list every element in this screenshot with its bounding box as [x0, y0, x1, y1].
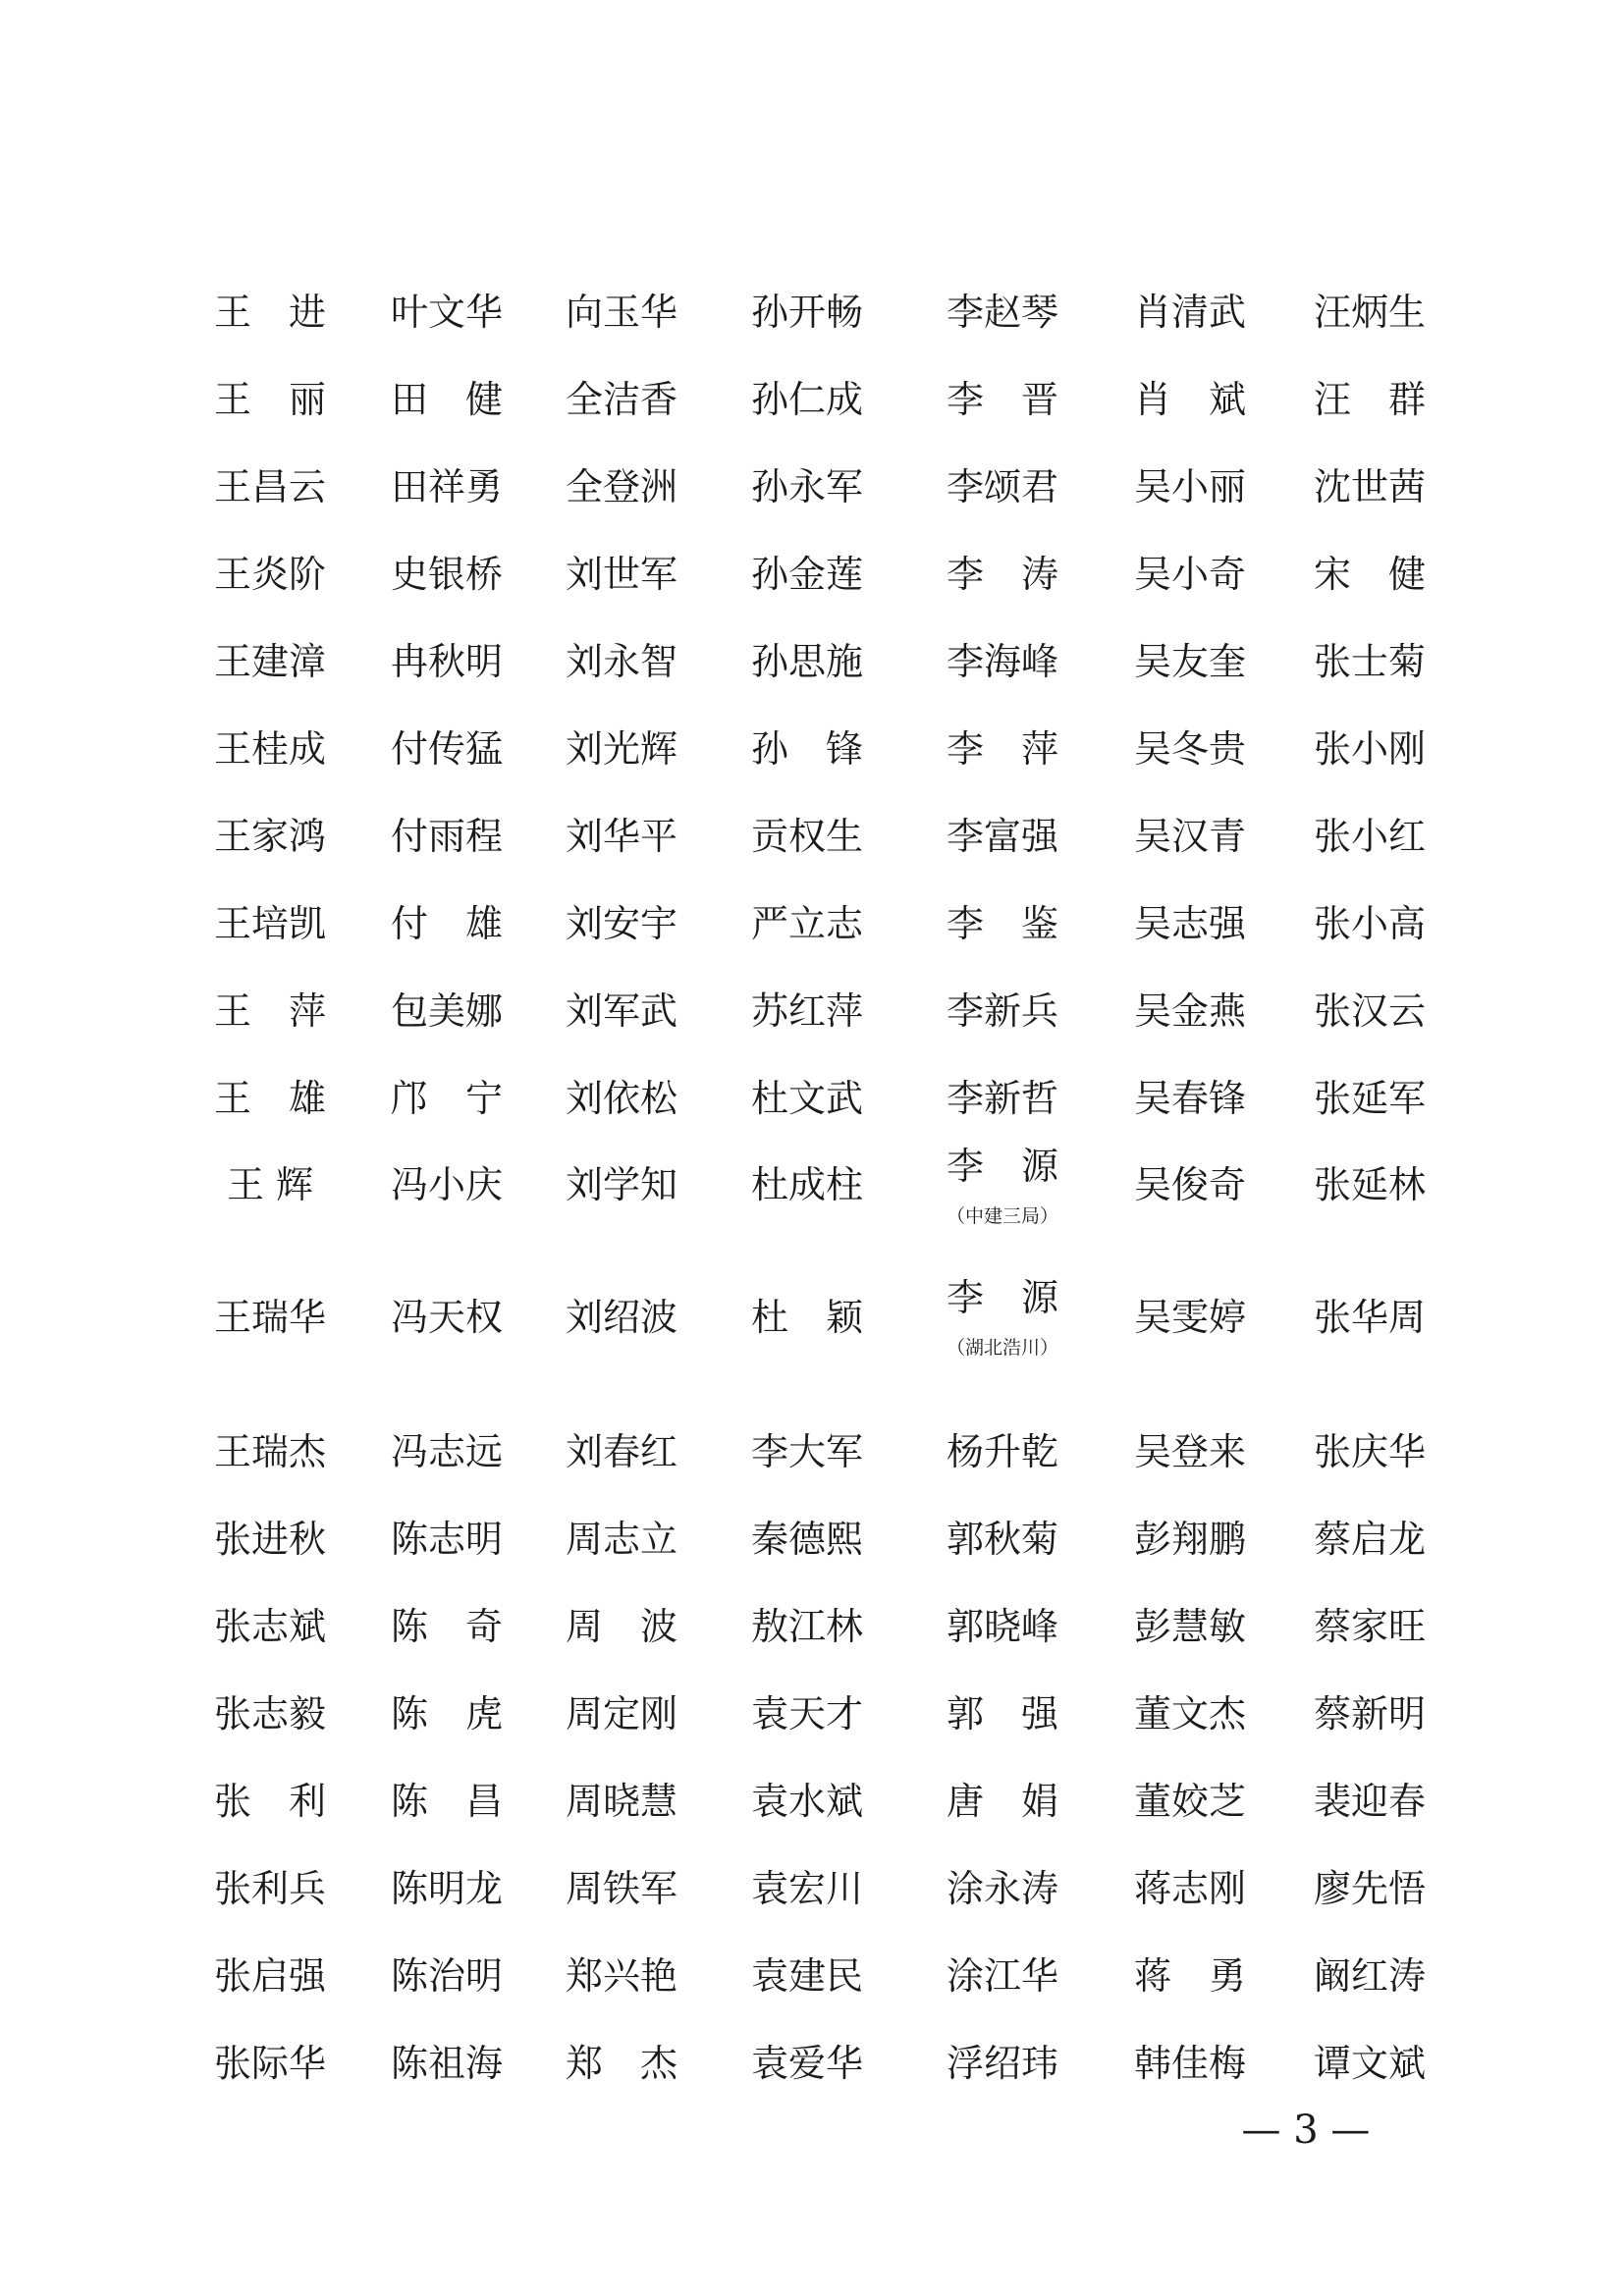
- name-cell: [714, 725, 900, 773]
- name-cell: [353, 289, 540, 336]
- name-cell: [177, 1075, 363, 1122]
- name-cell: [909, 463, 1096, 510]
- person-name: 李海峰: [946, 640, 1058, 683]
- name-cell: [1276, 1161, 1463, 1208]
- person-name: 陈 虎: [390, 1692, 503, 1735]
- person-name: 王建漳: [213, 640, 326, 683]
- person-name: 杜 颖: [750, 1296, 863, 1339]
- name-cell: [909, 1075, 1096, 1122]
- name-cell: [909, 376, 1096, 423]
- name-cell: [714, 2040, 900, 2087]
- person-name: 李 晋: [946, 378, 1058, 421]
- name-cell: [177, 1428, 363, 1475]
- name-cell: [714, 1952, 900, 2000]
- name-cell: [177, 463, 363, 510]
- person-name: 张进秋: [213, 1518, 326, 1561]
- name-cell: [714, 1294, 900, 1341]
- person-name: 吴志强: [1133, 902, 1246, 945]
- name-cell: [353, 638, 540, 685]
- person-name: 袁天才: [750, 1692, 863, 1735]
- person-name: 廖先悟: [1313, 1867, 1426, 1910]
- person-name: 王 雄: [213, 1077, 326, 1120]
- person-name: 张志毅: [213, 1692, 326, 1735]
- name-cell: [528, 988, 715, 1035]
- person-name: 吴俊奇: [1133, 1163, 1246, 1206]
- name-cell: [714, 1075, 900, 1122]
- name-cell: [528, 1778, 715, 1825]
- name-cell: [909, 1428, 1096, 1475]
- person-name: 王 丽: [213, 378, 326, 421]
- name-cell: [528, 1428, 715, 1475]
- person-name: 吴雯婷: [1133, 1296, 1246, 1339]
- name-cell: [1097, 1690, 1283, 1737]
- person-name: 阚红涛: [1313, 1954, 1426, 1998]
- name-cell: [714, 1603, 900, 1650]
- name-cell: [528, 638, 715, 685]
- person-name: 吴小丽: [1133, 465, 1246, 508]
- person-name: 张汉云: [1313, 989, 1426, 1033]
- name-cell: [714, 376, 900, 423]
- person-name: 张小高: [1313, 902, 1426, 945]
- person-name: 谭文斌: [1313, 2042, 1426, 2085]
- name-cell: [1097, 813, 1283, 860]
- name-cell: [714, 1161, 900, 1208]
- person-name: 周定刚: [565, 1692, 677, 1735]
- person-name: 陈 昌: [390, 1780, 503, 1823]
- name-cell: [1276, 1865, 1463, 1912]
- person-name: 史银桥: [390, 553, 503, 596]
- name-cell: [1097, 725, 1283, 773]
- person-name: 蒋 勇: [1133, 1954, 1246, 1998]
- name-cell: [714, 1778, 900, 1825]
- name-cell: [1276, 551, 1463, 598]
- name-cell: [528, 1865, 715, 1912]
- person-name: 张士菊: [1313, 640, 1426, 683]
- name-cell: [177, 551, 363, 598]
- person-name: 包美娜: [390, 989, 503, 1033]
- person-name: 袁水斌: [750, 1780, 863, 1823]
- person-name: 李新兵: [946, 989, 1058, 1033]
- person-name: 董文杰: [1133, 1692, 1246, 1735]
- name-cell: [528, 2040, 715, 2087]
- person-name: 韩佳梅: [1133, 2042, 1246, 2085]
- name-cell: [1276, 1690, 1463, 1737]
- person-name: 李富强: [946, 815, 1058, 858]
- affiliation-note: （中建三局）: [946, 1205, 1058, 1227]
- name-cell: [177, 1516, 363, 1563]
- name-cell: [714, 1865, 900, 1912]
- name-cell: [177, 988, 363, 1035]
- person-name: 张启强: [213, 1954, 326, 1998]
- name-cell: [909, 813, 1096, 860]
- person-name: 杜文武: [750, 1077, 863, 1120]
- name-cell: [353, 1603, 540, 1650]
- name-cell: [1097, 638, 1283, 685]
- name-cell: [1097, 900, 1283, 947]
- name-cell: [353, 376, 540, 423]
- person-name: 陈祖海: [390, 2042, 503, 2085]
- name-cell: [353, 2040, 540, 2087]
- person-name: 郑 杰: [565, 2042, 677, 2085]
- person-name: 孙金莲: [750, 553, 863, 596]
- name-cell: [353, 988, 540, 1035]
- name-cell: [909, 1143, 1096, 1229]
- person-name: 刘学知: [565, 1163, 677, 1206]
- person-name: 付 雄: [390, 902, 503, 945]
- name-cell: [1097, 551, 1283, 598]
- name-cell: [1097, 1294, 1283, 1341]
- person-name: 张小红: [1313, 815, 1426, 858]
- name-cell: [353, 551, 540, 598]
- person-name: 蔡启龙: [1313, 1518, 1426, 1561]
- person-name: 贡权生: [750, 815, 863, 858]
- person-name: 向玉华: [565, 291, 677, 334]
- person-name: 浮绍玮: [946, 2042, 1058, 2085]
- affiliation-note: （湖北浩川）: [946, 1337, 1058, 1359]
- name-cell: [177, 1690, 363, 1737]
- person-name: 宋 健: [1313, 553, 1426, 596]
- person-name: 冉秋明: [390, 640, 503, 683]
- name-cell: [528, 813, 715, 860]
- name-cell: [177, 289, 363, 336]
- name-cell: [353, 1865, 540, 1912]
- name-cell: [1097, 1161, 1283, 1208]
- name-cell: [528, 1075, 715, 1122]
- person-name: 董姣芝: [1133, 1780, 1246, 1823]
- person-name: 郑兴艳: [565, 1954, 677, 1998]
- name-cell: [1097, 988, 1283, 1035]
- name-cell: [1276, 1778, 1463, 1825]
- person-name: 王桂成: [213, 727, 326, 771]
- person-name: 李赵琴: [946, 291, 1058, 334]
- person-name: 张庆华: [1313, 1430, 1426, 1473]
- person-name: 刘永智: [565, 640, 677, 683]
- person-name: 郭 强: [946, 1692, 1058, 1735]
- name-cell: [909, 988, 1096, 1035]
- person-name: 李 源: [946, 1276, 1058, 1319]
- name-cell: [177, 2040, 363, 2087]
- person-name: 孙开畅: [750, 291, 863, 334]
- name-cell: [714, 813, 900, 860]
- name-cell: [1276, 1603, 1463, 1650]
- person-name: 王培凯: [213, 902, 326, 945]
- person-name: 敖江林: [750, 1605, 863, 1648]
- person-name: 周铁军: [565, 1867, 677, 1910]
- name-cell: [528, 1294, 715, 1341]
- person-name: 杨升乾: [946, 1430, 1058, 1473]
- person-name: 涂江华: [946, 1954, 1058, 1998]
- person-name: 刘光辉: [565, 727, 677, 771]
- name-cell: [177, 725, 363, 773]
- person-name: 沈世茜: [1313, 465, 1426, 508]
- person-name: 吴冬贵: [1133, 727, 1246, 771]
- name-cell: [1097, 463, 1283, 510]
- name-cell: [1097, 1603, 1283, 1650]
- person-name: 陈治明: [390, 1954, 503, 1998]
- person-name: 吴友奎: [1133, 640, 1246, 683]
- person-name: 全登洲: [565, 465, 677, 508]
- name-cell: [1276, 2040, 1463, 2087]
- name-cell: [714, 1690, 900, 1737]
- person-name: 王炎阶: [213, 553, 326, 596]
- name-cell: [353, 1161, 540, 1208]
- page-number: — 3 —: [1241, 2108, 1371, 2153]
- person-name: 蔡家旺: [1313, 1605, 1426, 1648]
- name-cell: [714, 900, 900, 947]
- name-cell: [1276, 463, 1463, 510]
- person-name: 孙仁成: [750, 378, 863, 421]
- name-cell: [528, 289, 715, 336]
- person-name: 冯小庆: [390, 1163, 503, 1206]
- person-name: 冯天权: [390, 1296, 503, 1339]
- name-cell: [353, 813, 540, 860]
- name-cell: [714, 551, 900, 598]
- person-name: 张延军: [1313, 1077, 1426, 1120]
- person-name: 冯志远: [390, 1430, 503, 1473]
- person-name: 肖 斌: [1133, 378, 1246, 421]
- name-cell: [1276, 1294, 1463, 1341]
- name-cell: [1097, 1075, 1283, 1122]
- name-cell: [177, 1778, 363, 1825]
- name-cell: [909, 1865, 1096, 1912]
- person-name: 王瑞杰: [213, 1430, 326, 1473]
- person-name: 张延林: [1313, 1163, 1426, 1206]
- person-name: 吴春锋: [1133, 1077, 1246, 1120]
- person-name: 李颂君: [946, 465, 1058, 508]
- person-name: 吴汉青: [1133, 815, 1246, 858]
- person-name: 蒋志刚: [1133, 1867, 1246, 1910]
- person-name: 陈明龙: [390, 1867, 503, 1910]
- person-name: 周志立: [565, 1518, 677, 1561]
- person-name: 张华周: [1313, 1296, 1426, 1339]
- person-name: 张利兵: [213, 1867, 326, 1910]
- person-name: 田 健: [390, 378, 503, 421]
- person-name: 王 萍: [213, 989, 326, 1033]
- name-cell: [177, 1952, 363, 2000]
- name-cell: [909, 1952, 1096, 2000]
- person-name: 张际华: [213, 2042, 326, 2085]
- name-cell: [909, 1778, 1096, 1825]
- person-name: 李 源: [946, 1145, 1058, 1188]
- name-cell: [909, 1603, 1096, 1650]
- name-cell: [1276, 725, 1463, 773]
- person-name: 吴登来: [1133, 1430, 1246, 1473]
- person-name: 郭秋菊: [946, 1518, 1058, 1561]
- person-name: 涂永涛: [946, 1867, 1058, 1910]
- name-cell: [1276, 289, 1463, 336]
- person-name: 刘华平: [565, 815, 677, 858]
- person-name: 彭翔鹏: [1133, 1518, 1246, 1561]
- name-cell: [177, 1294, 363, 1341]
- person-name: 全洁香: [565, 378, 677, 421]
- person-name: 张 利: [213, 1780, 326, 1823]
- person-name: 刘军武: [565, 989, 677, 1033]
- person-name: 袁建民: [750, 1954, 863, 1998]
- name-cell: [1097, 1516, 1283, 1563]
- person-name: 付传猛: [390, 727, 503, 771]
- person-name: 王瑞华: [213, 1296, 326, 1339]
- person-name: 刘春红: [565, 1430, 677, 1473]
- person-name: 陈 奇: [390, 1605, 503, 1648]
- person-name: 刘安宇: [565, 902, 677, 945]
- name-cell: [1097, 1952, 1283, 2000]
- person-name: 刘世军: [565, 553, 677, 596]
- person-name: 汪炳生: [1313, 291, 1426, 334]
- person-name: 付雨程: [390, 815, 503, 858]
- name-cell: [1097, 1778, 1283, 1825]
- name-cell: [1276, 1952, 1463, 2000]
- name-cell: [714, 638, 900, 685]
- name-cell: [177, 1603, 363, 1650]
- name-cell: [353, 1294, 540, 1341]
- person-name: 裴迎春: [1313, 1780, 1426, 1823]
- person-name: 陈志明: [390, 1518, 503, 1561]
- person-name: 孙 锋: [750, 727, 863, 771]
- name-cell: [177, 900, 363, 947]
- name-cell: [528, 551, 715, 598]
- person-name: 蔡新明: [1313, 1692, 1426, 1735]
- name-cell: [528, 1161, 715, 1208]
- person-name: 袁宏川: [750, 1867, 863, 1910]
- name-cell: [714, 1428, 900, 1475]
- person-name: 吴小奇: [1133, 553, 1246, 596]
- name-cell: [528, 1603, 715, 1650]
- name-cell: [1097, 289, 1283, 336]
- person-name: 袁爱华: [750, 2042, 863, 2085]
- person-name: 王家鸿: [213, 815, 326, 858]
- name-cell: [1276, 1516, 1463, 1563]
- name-cell: [353, 1952, 540, 2000]
- person-name: 叶文华: [390, 291, 503, 334]
- name-cell: [353, 1778, 540, 1825]
- person-name: 张志斌: [213, 1605, 326, 1648]
- name-cell: [1276, 376, 1463, 423]
- person-name: 刘依松: [565, 1077, 677, 1120]
- person-name: 唐 娟: [946, 1780, 1058, 1823]
- person-name: 刘绍波: [565, 1296, 677, 1339]
- name-cell: [909, 1690, 1096, 1737]
- person-name: 杜成柱: [750, 1163, 863, 1206]
- name-cell: [353, 725, 540, 773]
- name-cell: [909, 1274, 1096, 1361]
- person-name: 李 涛: [946, 553, 1058, 596]
- person-name: 周 波: [565, 1605, 677, 1648]
- name-cell: [353, 900, 540, 947]
- name-cell: [528, 1952, 715, 2000]
- name-cell: [714, 1516, 900, 1563]
- person-name: 肖清武: [1133, 291, 1246, 334]
- name-cell: [528, 725, 715, 773]
- name-cell: [1276, 988, 1463, 1035]
- person-name: 周晓慧: [565, 1780, 677, 1823]
- person-name: 秦德熙: [750, 1518, 863, 1561]
- name-cell: [353, 1690, 540, 1737]
- person-name: 汪 群: [1313, 378, 1426, 421]
- name-cell: [528, 463, 715, 510]
- name-cell: [1097, 1865, 1283, 1912]
- name-cell: [528, 900, 715, 947]
- name-cell: [909, 725, 1096, 773]
- name-cell: [714, 463, 900, 510]
- person-name: 李大军: [750, 1430, 863, 1473]
- name-cell: [1097, 2040, 1283, 2087]
- name-cell: [177, 376, 363, 423]
- person-name: 吴金燕: [1133, 989, 1246, 1033]
- person-name: 张小刚: [1313, 727, 1426, 771]
- name-cell: [909, 2040, 1096, 2087]
- person-name: 李新哲: [946, 1077, 1058, 1120]
- person-name: 苏红萍: [750, 989, 863, 1033]
- name-cell: [909, 289, 1096, 336]
- name-cell: [909, 638, 1096, 685]
- name-cell: [1276, 900, 1463, 947]
- name-cell: [177, 1161, 363, 1208]
- name-cell: [1276, 638, 1463, 685]
- name-cell: [353, 1075, 540, 1122]
- person-name: 邝 宁: [390, 1077, 503, 1120]
- person-name: 孙思施: [750, 640, 863, 683]
- name-cell: [177, 813, 363, 860]
- name-cell: [177, 638, 363, 685]
- person-name: 严立志: [750, 902, 863, 945]
- person-name: 王 辉: [226, 1163, 314, 1206]
- name-cell: [528, 1516, 715, 1563]
- person-name: 郭晓峰: [946, 1605, 1058, 1648]
- person-name: 彭慧敏: [1133, 1605, 1246, 1648]
- name-cell: [909, 900, 1096, 947]
- name-cell: [1276, 1428, 1463, 1475]
- name-cell: [528, 1690, 715, 1737]
- name-cell: [714, 988, 900, 1035]
- person-name: 王昌云: [213, 465, 326, 508]
- name-cell: [714, 289, 900, 336]
- name-cell: [1276, 1075, 1463, 1122]
- name-cell: [353, 1516, 540, 1563]
- person-name: 李 萍: [946, 727, 1058, 771]
- name-cell: [528, 376, 715, 423]
- name-cell: [909, 551, 1096, 598]
- name-cell: [177, 1865, 363, 1912]
- name-cell: [353, 1428, 540, 1475]
- name-cell: [1097, 1428, 1283, 1475]
- person-name: 李 鉴: [946, 902, 1058, 945]
- name-cell: [1276, 813, 1463, 860]
- person-name: 田祥勇: [390, 465, 503, 508]
- name-cell: [1097, 376, 1283, 423]
- person-name: 王 进: [213, 291, 326, 334]
- person-name: 孙永军: [750, 465, 863, 508]
- name-cell: [353, 463, 540, 510]
- name-cell: [909, 1516, 1096, 1563]
